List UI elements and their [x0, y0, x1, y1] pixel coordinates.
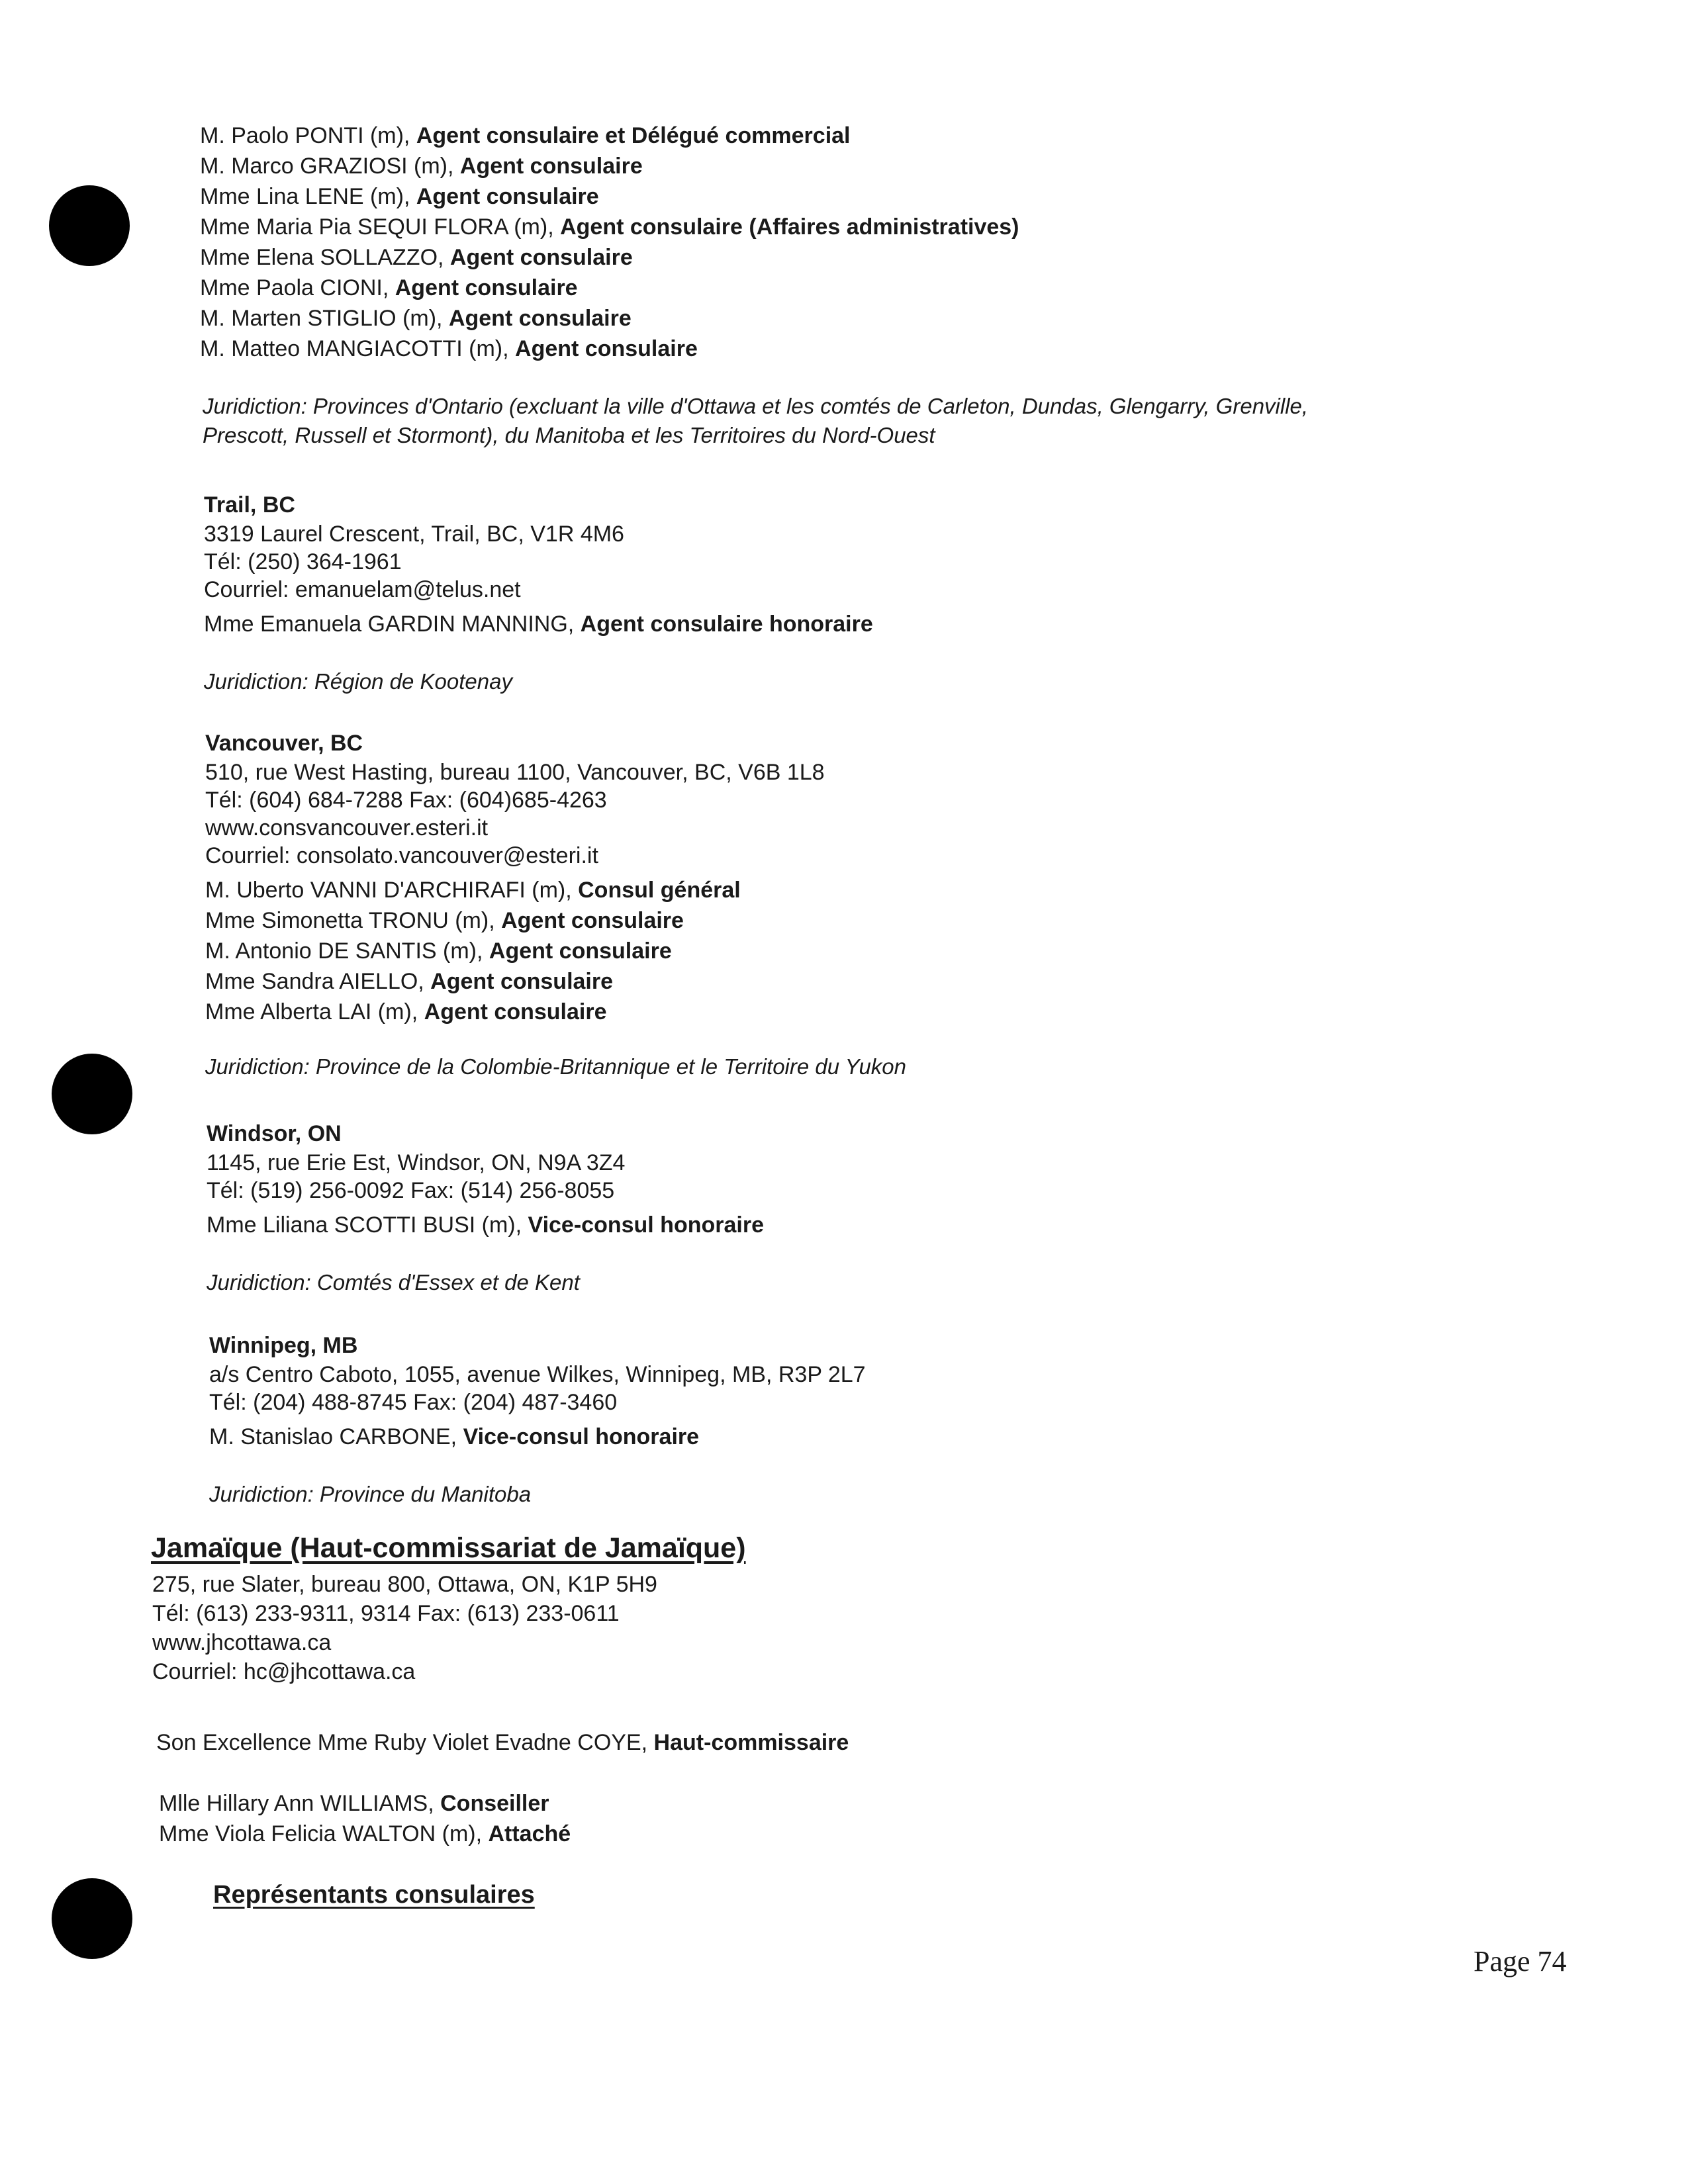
windsor-section: [207, 1118, 764, 1297]
jurisdiction: Juridiction: Région de Kootenay: [204, 669, 512, 694]
consular-representatives-heading: Représentants consulaires: [213, 1881, 535, 1909]
person-line: Mme Paola CIONI, Agent consulaire: [200, 275, 578, 300]
website: www.consvancouver.esteri.it: [205, 815, 489, 841]
person-line: M. Marten STIGLIO (m), Agent consulaire: [200, 306, 632, 331]
person-line: M. Paolo PONTI (m), Agent consulaire et Délégué commercial: [200, 123, 851, 148]
email: Courriel: hc@jhcottawa.ca: [152, 1659, 416, 1684]
person-line: Mme Sandra AIELLO, Agent consulaire: [205, 969, 614, 994]
address: 3319 Laurel Crescent, Trail, BC, V1R 4M6: [204, 522, 624, 547]
person-line: M. Matteo MANGIACOTTI (m), Agent consulaire: [200, 336, 698, 361]
punch-hole-top: [49, 185, 130, 266]
address: 510, rue West Hasting, bureau 1100, Vancouver, BC, V6B 1L8: [205, 760, 825, 785]
person-line: Mme Emanuela GARDIN MANNING, Agent consulaire honoraire: [204, 612, 873, 637]
address: 275, rue Slater, bureau 800, Ottawa, ON, K1P 5H9: [152, 1572, 657, 1597]
winnipeg-section: [209, 1330, 866, 1509]
phone: Tél: (604) 684-7288 Fax: (604)685-4263: [205, 788, 607, 813]
punch-hole-bottom: [52, 1878, 132, 1959]
rome-agents-list: [200, 120, 1019, 364]
person-line: M. Antonio DE SANTIS (m), Agent consulaire: [205, 938, 672, 964]
jamaica-staff: [159, 1788, 571, 1849]
phone: Tél: (519) 256-0092 Fax: (514) 256-8055: [207, 1178, 615, 1203]
jamaica-contact: [152, 1570, 657, 1686]
person-line: Mme Liliana SCOTTI BUSI (m), Vice-consul honoraire: [207, 1212, 764, 1238]
person-line: M. Uberto VANNI D'ARCHIRAFI (m), Consul général: [205, 878, 741, 903]
person-line: Mme Lina LENE (m), Agent consulaire: [200, 184, 599, 209]
city-heading: Windsor, ON: [207, 1121, 342, 1146]
person-line: Mme Viola Felicia WALTON (m), Attaché: [159, 1821, 571, 1846]
website: www.jhcottawa.ca: [152, 1630, 332, 1655]
person-line: Mme Simonetta TRONU (m), Agent consulaire: [205, 908, 684, 933]
phone: Tél: (613) 233-9311, 9314 Fax: (613) 233-0611: [152, 1601, 620, 1626]
city-heading: Winnipeg, MB: [209, 1333, 358, 1358]
jurisdiction: Juridiction: Province de la Colombie-Britannique et le Territoire du Yukon: [205, 1054, 907, 1079]
address: 1145, rue Erie Est, Windsor, ON, N9A 3Z4: [207, 1150, 626, 1175]
phone: Tél: (250) 364-1961: [204, 549, 402, 574]
vancouver-section: [205, 728, 906, 1081]
jamaica-head: [156, 1727, 849, 1758]
jurisdiction: Juridiction: Province du Manitoba: [209, 1482, 532, 1506]
person-line: M. Marco GRAZIOSI (m), Agent consulaire: [200, 154, 643, 179]
city-heading: Vancouver, BC: [205, 731, 363, 756]
person-line: Mme Maria Pia SEQUI FLORA (m), Agent consulaire (Affaires administratives): [200, 214, 1019, 240]
page-number: Page 74: [1474, 1945, 1567, 1978]
person-line: Son Excellence Mme Ruby Violet Evadne COYE, Haut-commissaire: [156, 1730, 849, 1755]
email: Courriel: consolato.vancouver@esteri.it: [205, 843, 598, 868]
country-heading-jamaica: Jamaïque (Haut-commissariat de Jamaïque): [151, 1532, 746, 1564]
phone: Tél: (204) 488-8745 Fax: (204) 487-3460: [209, 1390, 618, 1415]
jurisdiction: Juridiction: Comtés d'Essex et de Kent: [207, 1270, 580, 1295]
punch-hole-middle: [52, 1054, 132, 1134]
person-line: Mme Alberta LAI (m), Agent consulaire: [205, 999, 607, 1024]
email: Courriel: emanuelam@telus.net: [204, 577, 521, 602]
person-line: M. Stanislao CARBONE, Vice-consul honoraire: [209, 1424, 700, 1449]
person-line: Mlle Hillary Ann WILLIAMS, Conseiller: [159, 1791, 549, 1816]
city-heading: Trail, BC: [204, 492, 295, 518]
trail-section: [204, 490, 873, 696]
address: a/s Centro Caboto, 1055, avenue Wilkes, Winnipeg, MB, R3P 2L7: [209, 1362, 866, 1387]
person-line: Mme Elena SOLLAZZO, Agent consulaire: [200, 245, 633, 270]
toronto-jurisdiction: Juridiction: Provinces d'Ontario (excluant la ville d'Ottawa et les comtés de Carleton, Dundas, Glengarry, Grenville, Prescott, Russell et Stormont), du Manitoba et les Territoires du Nord-Ouest: [203, 394, 1309, 447]
